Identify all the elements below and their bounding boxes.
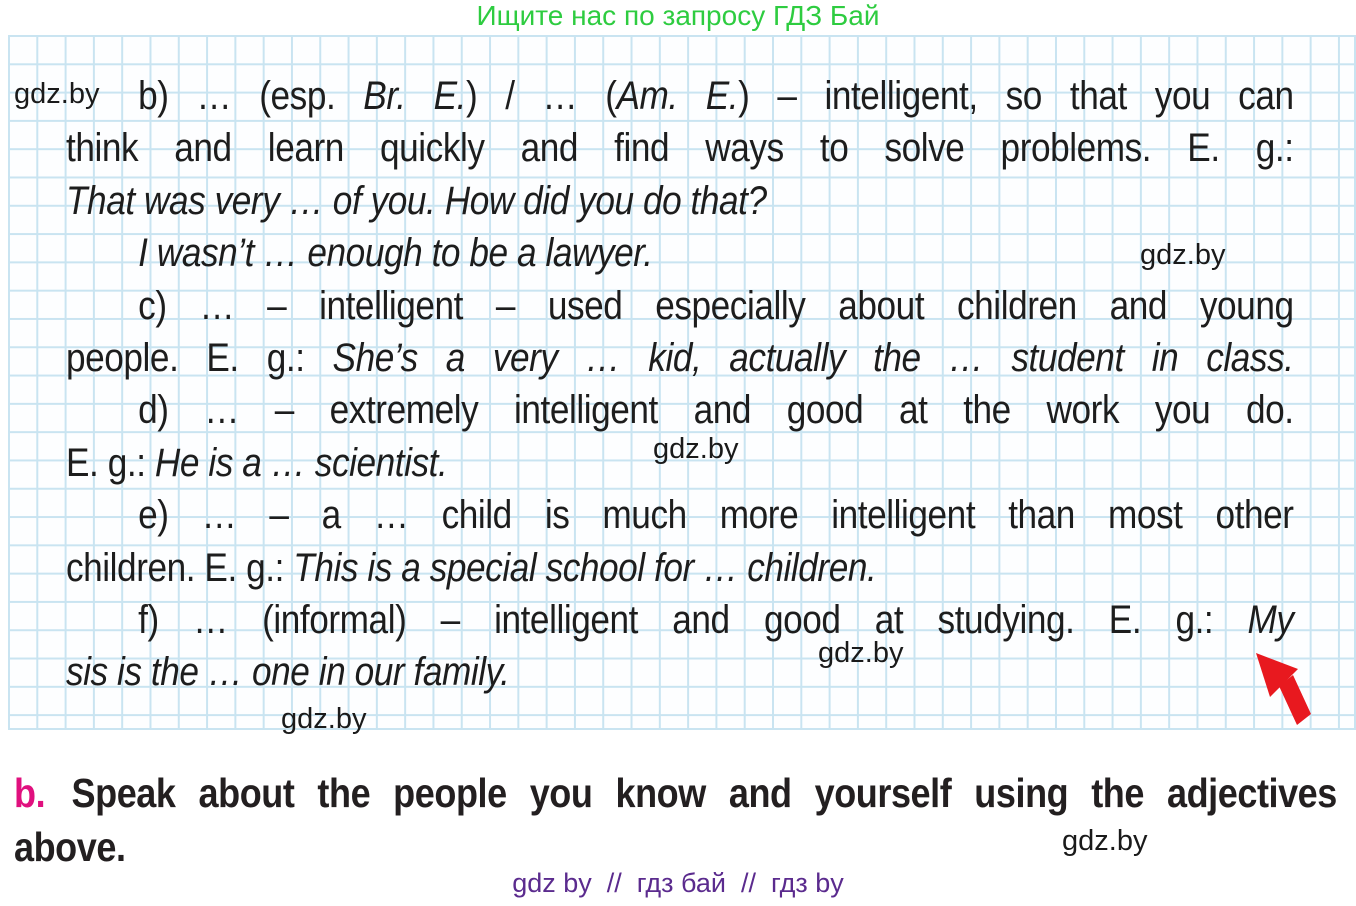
text-segment: think and learn quickly and find ways to solve problems. E. g.: bbox=[66, 126, 1294, 171]
text-line bbox=[66, 122, 1294, 174]
text-line bbox=[66, 175, 1294, 227]
task-line-1 bbox=[14, 766, 1337, 820]
text-segment: He is a … scientist. bbox=[154, 440, 448, 485]
text-line bbox=[66, 332, 1294, 384]
text-segment: d) … – extremely intelligent and good at the work you do. bbox=[138, 388, 1294, 433]
gdz-watermark: gdz.by bbox=[1062, 825, 1148, 857]
text-segment: I wasn’t … enough to be a lawyer. bbox=[138, 231, 653, 276]
text-line bbox=[66, 384, 1294, 436]
text-segment: e) … – a … child is much more intelligent than most other bbox=[138, 493, 1294, 538]
text-line bbox=[66, 70, 1294, 122]
gdz-watermark: gdz.by bbox=[1140, 239, 1226, 271]
text-segment: Am. E. bbox=[616, 74, 739, 118]
task-b-block bbox=[14, 766, 1337, 874]
task-text: Speak about the people you know and yourself using the adjectives bbox=[71, 770, 1337, 816]
gdz-watermark: gdz.by bbox=[818, 637, 904, 669]
text-segment: c) … – intelligent – used especially about children and young bbox=[138, 283, 1294, 328]
text-line bbox=[66, 594, 1294, 646]
text-line bbox=[66, 489, 1294, 541]
text-segment: f) … (informal) – intelligent and good at studying. E. g.: bbox=[138, 597, 1248, 642]
text-segment: b) … (esp. bbox=[138, 74, 364, 118]
text-segment: ) / … ( bbox=[465, 74, 617, 118]
text-segment: sis is the … one in our family. bbox=[66, 650, 510, 695]
gdz-watermark: gdz.by bbox=[14, 78, 100, 110]
text-segment: E. g.: bbox=[66, 440, 155, 485]
text-segment: This is a special school for … children. bbox=[293, 545, 877, 590]
exercise-text-block bbox=[66, 70, 1294, 699]
footer-seo-text: gdz by // гдз бай // гдз by bbox=[512, 868, 844, 898]
text-line bbox=[66, 227, 1294, 279]
text-segment: She’s a very … kid, actually the … student in class. bbox=[332, 335, 1294, 380]
task-marker: b. bbox=[14, 770, 46, 816]
text-line bbox=[66, 646, 1294, 698]
text-line bbox=[66, 542, 1294, 594]
gdz-watermark: gdz.by bbox=[653, 433, 739, 465]
text-line bbox=[66, 280, 1294, 332]
gdz-watermark: gdz.by bbox=[281, 703, 367, 735]
seo-title: Ищите нас по запросу ГДЗ Бай bbox=[476, 0, 880, 31]
text-segment: children. E. g.: bbox=[66, 545, 294, 590]
red-arrow-icon bbox=[1253, 650, 1315, 730]
text-segment: ) – intelligent, so that you can bbox=[738, 74, 1294, 118]
task-line-2: above. bbox=[14, 824, 126, 870]
text-segment: My bbox=[1247, 597, 1294, 642]
text-segment: people. E. g.: bbox=[66, 335, 333, 380]
text-segment: That was very … of you. How did you do that? bbox=[66, 178, 767, 223]
text-segment: Br. E. bbox=[363, 74, 466, 118]
